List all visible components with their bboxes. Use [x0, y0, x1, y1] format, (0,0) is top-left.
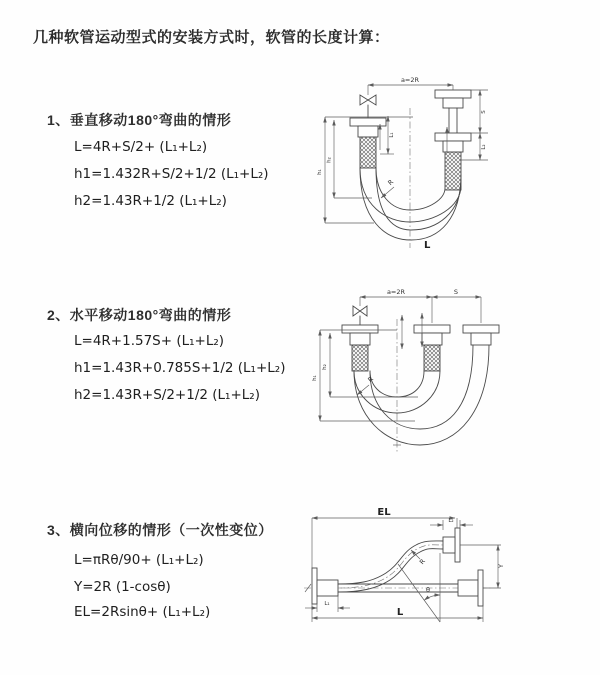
- right-flange-coupling: [463, 325, 499, 345]
- diagram-vertical-180-bend: [310, 70, 555, 255]
- label-el: EL: [377, 507, 391, 518]
- valve-icon: [360, 85, 376, 118]
- label-r: R: [366, 374, 376, 384]
- label-r: R: [386, 178, 396, 188]
- left-flange-coupling: [350, 118, 386, 168]
- label-l1: L₁: [324, 601, 330, 607]
- dimension-a-2r: [368, 76, 453, 90]
- label-h2: h₂: [322, 364, 328, 370]
- diagram-horizontal-180-bend: [310, 283, 560, 463]
- centerline: [393, 319, 401, 453]
- section-1-heading: 1、垂直移动180°弯曲的情形: [47, 112, 232, 128]
- label-h1: h₁: [312, 375, 318, 381]
- dimension-l2: [430, 518, 473, 530]
- formula-line: h2=1.43R+S/2+1/2 (L₁+L₂): [74, 387, 260, 403]
- label-l-length: L: [424, 240, 431, 251]
- right-flange: [458, 570, 483, 606]
- middle-flange-coupling: [414, 325, 450, 371]
- label-l2: L₂: [481, 144, 487, 150]
- valve-icon: [353, 297, 367, 325]
- label-s: S: [453, 288, 459, 296]
- formula-line: L=πRθ/90+ (L₁+L₂): [74, 552, 204, 568]
- label-s: S: [481, 110, 487, 114]
- formula-line: h1=1.43R+0.785S+1/2 (L₁+L₂): [74, 360, 286, 376]
- label-r: R: [417, 557, 427, 567]
- formula-line: h2=1.43R+1/2 (L₁+L₂): [74, 193, 227, 209]
- formula-line: Y=2R (1-cosθ): [74, 579, 171, 595]
- label-l-length: L: [396, 607, 404, 618]
- dimension-l2: [480, 133, 487, 160]
- dimension-a-2r: [360, 288, 432, 297]
- label-a-2r: a=2R: [400, 76, 420, 84]
- braided-hose-section: [352, 345, 368, 371]
- formula-line: EL=2Rsinθ+ (L₁+L₂): [74, 604, 211, 620]
- hose-u-arcs: [354, 345, 489, 445]
- page-title: 几种软管运动型式的安装方式时，软管的长度计算：: [33, 29, 390, 46]
- formula-line: h1=1.432R+S/2+1/2 (L₁+L₂): [74, 166, 269, 182]
- label-h1: h₁: [317, 169, 323, 175]
- angle-theta: [398, 553, 440, 622]
- dimension-el: [312, 507, 457, 568]
- braided-hose-section: [424, 345, 440, 371]
- formula-line: L=4R+S/2+ (L₁+L₂): [74, 139, 208, 155]
- right-flange-coupling: [435, 90, 471, 190]
- label-h2: h₂: [326, 157, 333, 163]
- upper-flange: [443, 528, 460, 562]
- left-flange-coupling: [342, 325, 378, 371]
- section-3-heading: 3、横向位移的情形（一次性变位）: [47, 522, 273, 538]
- label-a-2r: a=2R: [386, 288, 406, 296]
- label-l1: L₁: [389, 132, 395, 138]
- braided-hose-section: [445, 152, 461, 190]
- label-y: Y: [497, 564, 505, 568]
- label-l2: L₂: [448, 518, 454, 524]
- formula-line: L=4R+1.57S+ (L₁+L₂): [74, 333, 225, 349]
- left-flange: [312, 568, 338, 604]
- section-2-heading: 2、水平移动180°弯曲的情形: [47, 307, 232, 323]
- label-theta: θ: [426, 586, 430, 594]
- braided-hose-section: [360, 137, 376, 168]
- dimension-s: [432, 288, 481, 323]
- dimension-l: [312, 604, 483, 622]
- diagram-lateral-displacement: [300, 500, 590, 645]
